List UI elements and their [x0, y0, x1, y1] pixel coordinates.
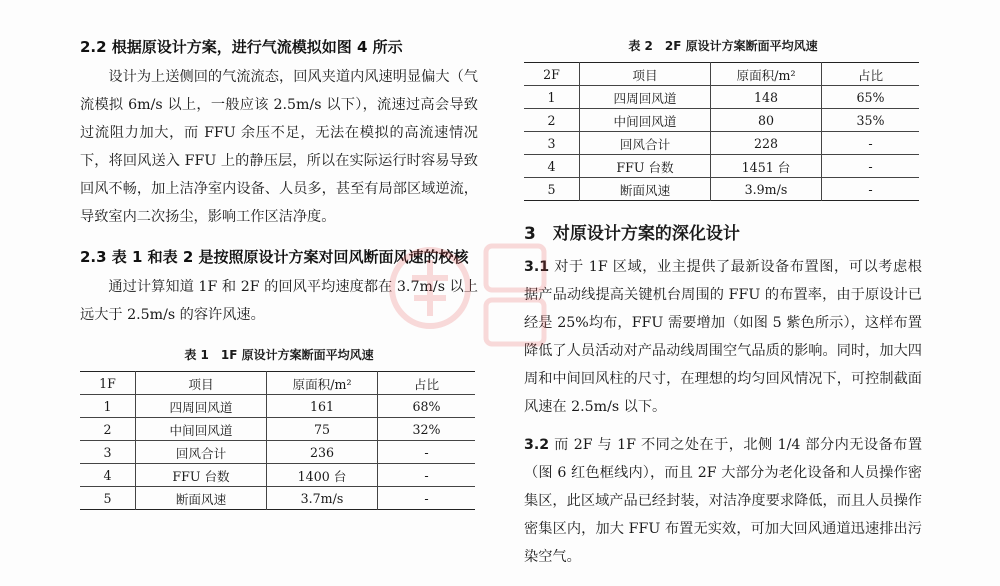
table-row: [524, 109, 919, 132]
table-cell: 2: [80, 418, 136, 441]
section-3-1-text: 对于 1F 区域，业主提供了最新设备布置图，可以考虑根据产品动线提高关键机台周围的 FFU 的布置率，由于原设计已经是 25%均布，FFU 需要增加（如图 5 紫色所示），这样布置降低了人员活动对产品动线周围空气品质的影响。同时，加大四周和中间回风柱的尺寸，在理想的均匀回风情况下，可控制截面风速在 2.5m/s 以下。: [524, 259, 922, 415]
table-cell: 68%: [378, 395, 476, 418]
table-cell: 4: [524, 155, 580, 178]
table-cell: 断面风速: [580, 178, 711, 201]
table-cell: 四周回风道: [136, 395, 267, 418]
section-3-1-number: 3.1: [524, 259, 550, 275]
right-column: [524, 0, 922, 571]
table-cell: 65%: [822, 86, 920, 109]
table-cell: 236: [267, 441, 378, 464]
table-cell: 32%: [378, 418, 476, 441]
table-row: [524, 178, 919, 201]
section-3-heading: 3 对原设计方案的深化设计: [524, 224, 740, 244]
table-cell: -: [378, 487, 476, 510]
table-2-header-cell: 原面积/m²: [711, 63, 822, 86]
table-cell: FFU 台数: [136, 464, 267, 487]
table-cell: 161: [267, 395, 378, 418]
section-2-3-heading: 2.3 表 1 和表 2 是按照原设计方案对回风断面风速的校核: [80, 248, 469, 266]
table-cell: -: [378, 464, 476, 487]
table-cell: 148: [711, 86, 822, 109]
table-cell: 中间回风道: [580, 109, 711, 132]
table-cell: 80: [711, 109, 822, 132]
section-3-2-text: 而 2F 与 1F 不同之处在于，北侧 1/4 部分内无设备布置（图 6 红色框线内），而且 2F 大部分为老化设备和人员操作密集区，此区域产品已经封装，对洁净度要求降低，而且人员操作密集区内，加大 FFU 布置无实效，可加大回风通道迅速排出污染空气。: [524, 437, 923, 565]
table-row: [80, 441, 475, 464]
table-cell: 中间回风道: [136, 418, 267, 441]
table-cell: 228: [711, 132, 822, 155]
table-cell: -: [822, 155, 920, 178]
table-cell: 回风合计: [136, 441, 267, 464]
table-row: [80, 464, 475, 487]
table-row: [524, 155, 919, 178]
table-row: [80, 418, 475, 441]
section-3-2-paragraph: [524, 431, 922, 571]
table-cell: 1451 台: [711, 155, 822, 178]
table-1-header-cell: 1F: [80, 372, 136, 395]
section-2-3-paragraph: 通过计算知道 1F 和 2F 的回风平均速度都在 3.7m/s 以上远大于 2.5m/s 的容许风速。: [80, 279, 478, 323]
table-1-header-cell: 项目: [136, 372, 267, 395]
table-cell: 3: [524, 132, 580, 155]
table-row: [524, 86, 919, 109]
table-cell: 75: [267, 418, 378, 441]
table-cell: -: [822, 132, 920, 155]
table-cell: 35%: [822, 109, 920, 132]
section-3-1-paragraph: [524, 253, 922, 421]
table-cell: 断面风速: [136, 487, 267, 510]
table-cell: 2: [524, 109, 580, 132]
table-row: [524, 132, 919, 155]
table-cell: 1: [524, 86, 580, 109]
table-1-header-row: [80, 372, 475, 395]
table-2: [524, 62, 919, 201]
table-cell: 3.7m/s: [267, 487, 378, 510]
table-2-header-cell: 项目: [580, 63, 711, 86]
table-cell: 1400 台: [267, 464, 378, 487]
table-cell: -: [378, 441, 476, 464]
table-cell: 3: [80, 441, 136, 464]
table-row: [80, 395, 475, 418]
left-column: [80, 0, 478, 510]
table-2-header-row: [524, 63, 919, 86]
table-cell: FFU 台数: [580, 155, 711, 178]
table-2-header-cell: 占比: [822, 63, 920, 86]
table-cell: -: [822, 178, 920, 201]
table-1-header-cell: 原面积/m²: [267, 372, 378, 395]
table-cell: 3.9m/s: [711, 178, 822, 201]
table-cell: 5: [547, 181, 556, 197]
table-row: [80, 487, 475, 510]
table-cell: 回风合计: [580, 132, 711, 155]
table-cell: 四周回风道: [580, 86, 711, 109]
table-1-header-cell: 占比: [378, 372, 476, 395]
table-2-caption: 表 2 2F 原设计方案断面平均风速: [628, 39, 818, 53]
section-2-2-heading: 2.2 根据原设计方案，进行气流模拟如图 4 所示: [80, 38, 403, 56]
table-cell: 4: [80, 464, 136, 487]
section-3-2-number: 3.2: [524, 437, 550, 453]
table-1-caption: 表 1 1F 原设计方案断面平均风速: [184, 348, 374, 362]
table-2-header-cell: 2F: [524, 63, 580, 86]
table-cell: 1: [80, 395, 136, 418]
section-2-2-paragraph: 设计为上送侧回的气流流态，回风夹道内风速明显偏大（气流模拟 6m/s 以上，一般应该 2.5m/s 以下），流速过高会导致过流阻力加大，而 FFU 余压不足，无法在模拟的高流速情况下，将回风送入 FFU 上的静压层，所以在实际运行时容易导致回风不畅，加上洁净室内设备、人员多，甚至有局部区域逆流，导致室内二次扬尘，影响工作区洁净度。: [80, 69, 478, 225]
table-cell: 5: [103, 490, 112, 506]
table-1: [80, 371, 475, 510]
